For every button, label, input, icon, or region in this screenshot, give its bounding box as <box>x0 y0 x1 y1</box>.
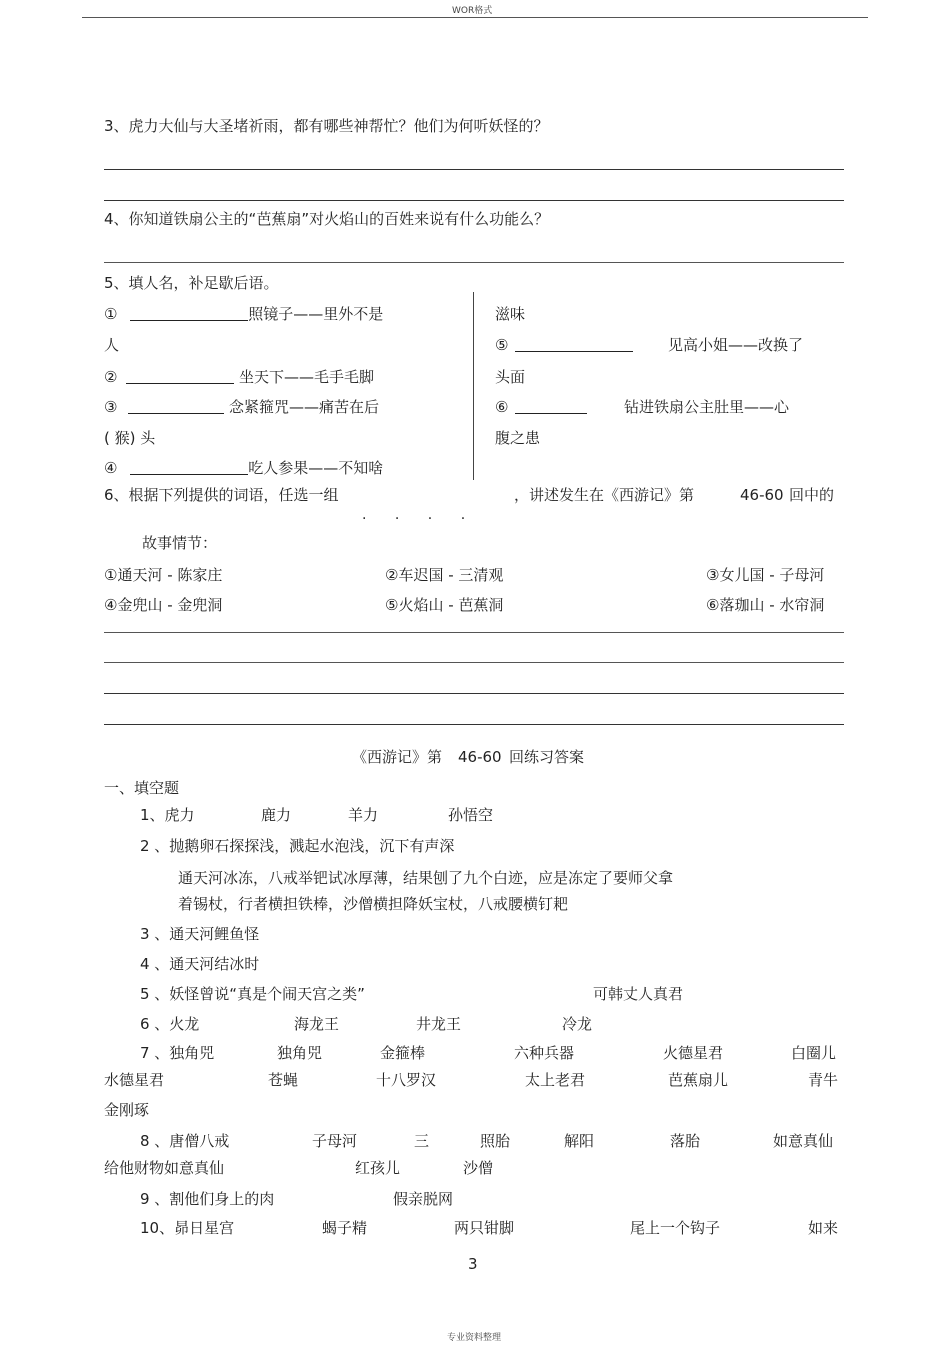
emphasis-dots: · · · · <box>362 511 478 527</box>
item-number: ⑥ <box>495 398 509 416</box>
answer-1-item: 羊力 <box>348 806 379 824</box>
answer-8-item: 三 <box>414 1132 430 1150</box>
answer-7-item: 独角兕 <box>277 1044 323 1062</box>
answer-9-item: 9 、割他们身上的肉 <box>140 1190 275 1208</box>
answer-8-item: 沙僧 <box>463 1159 494 1177</box>
item-number: ④ <box>104 459 118 477</box>
answer-6-item: 冷龙 <box>562 1015 593 1033</box>
answer-8-item: 给他财物如意真仙 <box>104 1159 225 1177</box>
q6-text-3: 回中的 <box>789 486 835 504</box>
q5-item-1 <box>104 305 383 323</box>
answer-line <box>104 662 844 663</box>
question-4: 4、你知道铁扇公主的“芭蕉扇”对火焰山的百姓来说有什么功能么？ <box>104 210 550 228</box>
answer-10-item: 蝎子精 <box>322 1219 368 1237</box>
answer-7-item: 芭蕉扇儿 <box>668 1071 729 1089</box>
item-number: ② <box>104 368 118 386</box>
answer-8-item: 照胎 <box>480 1132 511 1150</box>
answer-4: 4 、通天河结冰时 <box>140 955 260 973</box>
q6-option-6: ⑥落珈山 - 水帘洞 <box>706 596 825 614</box>
answer-9-item: 假亲脱网 <box>393 1190 454 1208</box>
item-text: 吃人参果——不知啥 <box>248 459 384 477</box>
footer-label: 专业资料整理 <box>447 1333 502 1343</box>
answer-7-item: 金刚琢 <box>104 1101 150 1119</box>
item-text: 坐天下——毛手毛脚 <box>239 368 375 386</box>
fill-blank[interactable] <box>515 337 633 352</box>
answers-title-a: 《西游记》第 <box>352 748 443 766</box>
answer-6-item: 海龙王 <box>294 1015 340 1033</box>
q5-item-6-cont: 腹之患 <box>495 429 541 447</box>
answer-7-item: 火德星君 <box>663 1044 724 1062</box>
q6-chapters: 46-60 <box>740 486 784 504</box>
item-number: ③ <box>104 398 118 416</box>
answer-8-item: 落胎 <box>670 1132 701 1150</box>
answer-3: 3 、通天河鲤鱼怪 <box>140 925 260 943</box>
answer-1-item: 鹿力 <box>261 806 292 824</box>
q6-option-5: ⑤火焰山 - 芭蕉洞 <box>385 596 504 614</box>
answer-8-item: 8 、唐僧八戒 <box>140 1132 230 1150</box>
q6-text-2: ，讲述发生在《西游记》第 <box>514 486 695 504</box>
q5-item-4 <box>104 459 383 477</box>
answer-7-item: 青牛 <box>808 1071 839 1089</box>
q5-item-6 <box>495 398 789 416</box>
answer-1-item: 1、虎力 <box>140 806 195 824</box>
answer-10-item: 尾上一个钩子 <box>630 1219 721 1237</box>
q6-option-3: ③女儿国 - 子母河 <box>706 566 825 584</box>
answer-line <box>104 200 844 201</box>
q5-item-2 <box>104 368 374 386</box>
answer-2: 2 、抛鹅卵石探探浅，溅起水泡浅，沉下有声深 <box>140 837 455 855</box>
section-title: 一、填空题 <box>104 779 180 797</box>
fill-blank[interactable] <box>515 399 587 414</box>
answer-7-item: 金箍棒 <box>380 1044 426 1062</box>
column-divider <box>473 292 474 480</box>
answer-6-item: 6 、火龙 <box>140 1015 200 1033</box>
q6-option-2: ②车迟国 - 三清观 <box>385 566 504 584</box>
q6-option-1: ①通天河 - 陈家庄 <box>104 566 223 584</box>
item-text: 照镜子——里外不是 <box>248 305 384 323</box>
answer-line <box>104 632 844 633</box>
answer-line <box>104 693 844 694</box>
answer-6-item: 井龙王 <box>416 1015 462 1033</box>
answers-title-b: 46-60 <box>458 748 502 766</box>
answer-line <box>104 724 844 725</box>
answer-7-item: 水德星君 <box>104 1071 165 1089</box>
q5-right-cont: 滋味 <box>495 305 526 323</box>
answer-7-item: 十八罗汉 <box>376 1071 437 1089</box>
answer-5: 5 、妖怪曾说“真是个闹天宫之类” <box>140 985 365 1003</box>
answer-2-detail: 通天河冰冻，八戒举钯试冰厚薄，结果刨了九个白迹，应是冻定了要师父拿 <box>178 869 674 887</box>
item-text: 念紧箍咒——痛苦在后 <box>229 398 380 416</box>
header-divider <box>82 17 868 18</box>
question-3: 3、虎力大仙与大圣堵祈雨，都有哪些神帮忙？他们为何听妖怪的？ <box>104 117 549 135</box>
answer-8-item: 解阳 <box>564 1132 595 1150</box>
q5-item-1-cont: 人 <box>104 336 120 354</box>
answer-10-item: 10、昴日星宫 <box>140 1219 235 1237</box>
fill-blank[interactable] <box>126 369 234 384</box>
q5-item-5-cont: 头面 <box>495 368 526 386</box>
answer-2-detail: 着锡杖，行者横担铁棒，沙僧横担降妖宝杖，八戒腰横钉耙 <box>178 895 569 913</box>
q5-item-5 <box>495 336 803 354</box>
answer-8-item: 如意真仙 <box>773 1132 834 1150</box>
item-number: ⑤ <box>495 336 509 354</box>
item-text: 见高小姐——改换了 <box>668 336 804 354</box>
q6-line-2: 故事情节： <box>142 534 218 552</box>
answer-1-item: 孙悟空 <box>448 806 494 824</box>
q6-option-4: ④金兜山 - 金兜洞 <box>104 596 223 614</box>
fill-blank[interactable] <box>128 399 224 414</box>
fill-blank[interactable] <box>130 306 248 321</box>
item-text: 钻进铁扇公主肚里——心 <box>624 398 790 416</box>
answer-7-item: 7 、独角兕 <box>140 1044 215 1062</box>
answer-line <box>104 262 844 263</box>
answer-10-item: 如来 <box>808 1219 839 1237</box>
header-label: WOR格式 <box>452 6 493 16</box>
answer-8-item: 红孩儿 <box>355 1159 401 1177</box>
answers-title-c: 回练习答案 <box>509 748 585 766</box>
answer-5-item: 可韩丈人真君 <box>593 985 684 1003</box>
answer-8-item: 子母河 <box>312 1132 358 1150</box>
fill-blank[interactable] <box>130 460 248 475</box>
answer-7-item: 白圈儿 <box>791 1044 837 1062</box>
page-number: 3 <box>468 1255 478 1273</box>
item-number: ① <box>104 305 118 323</box>
answer-7-item: 六种兵器 <box>514 1044 575 1062</box>
answer-7-item: 太上老君 <box>525 1071 586 1089</box>
answer-10-item: 两只钳脚 <box>454 1219 515 1237</box>
q5-item-3 <box>104 398 379 416</box>
answer-7-item: 苍蝇 <box>268 1071 299 1089</box>
q6-text-1: 6、根据下列提供的词语，任选一组 <box>104 486 339 504</box>
answer-line <box>104 169 844 170</box>
q5-item-3-cont: ( 猴) 头 <box>104 429 156 447</box>
question-5-title: 5、填人名，补足歇后语。 <box>104 274 279 292</box>
